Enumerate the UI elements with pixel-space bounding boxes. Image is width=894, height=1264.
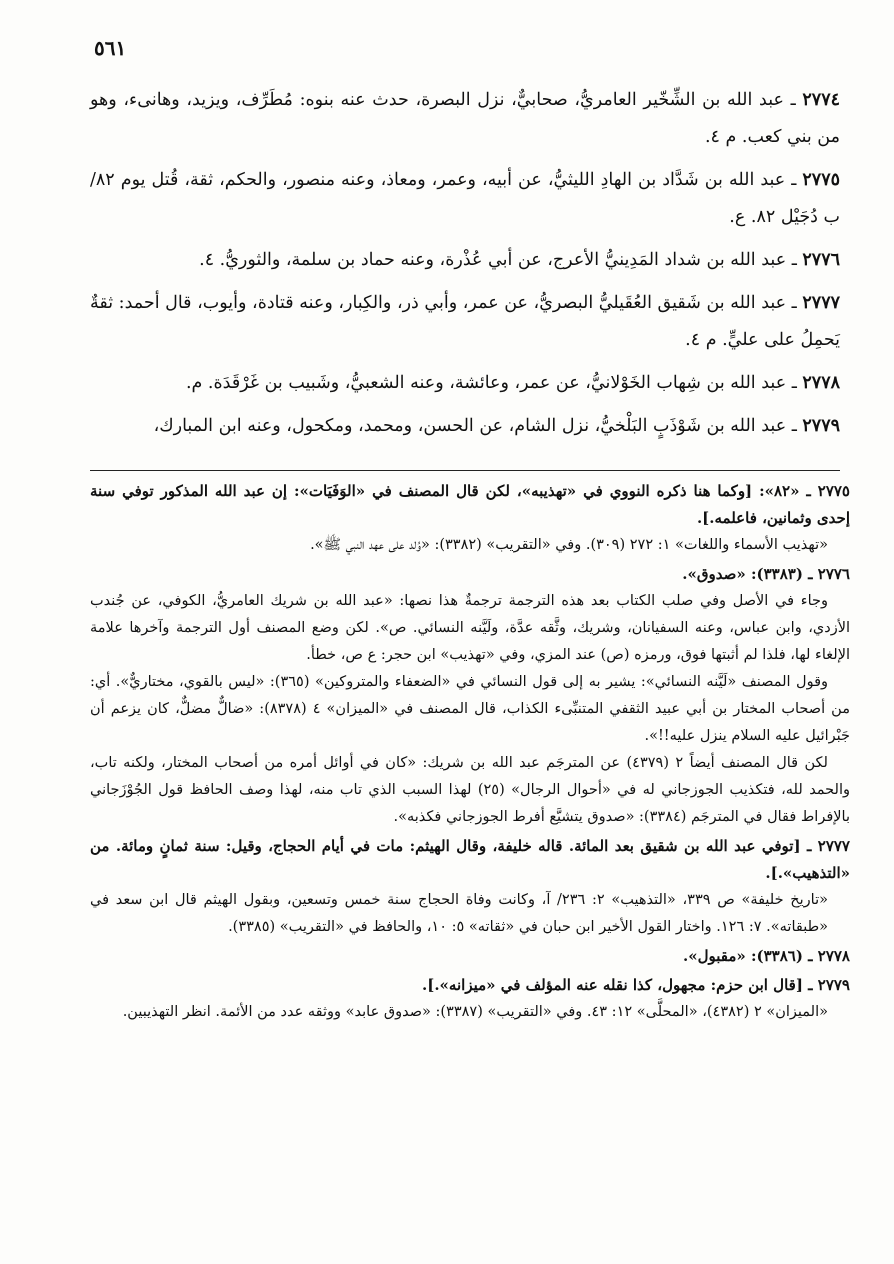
footnote-paragraph: «تاريخ خليفة» ص ٣٣٩، «التذهيب» ٢: ٢٣٦/ آ، وكانت وفاة الحجاج سنة خمس وتسعين، وبقول الهيثم قال ابن سعد في «طبقاته». ٧: ١٢٦. واختار القول الأخير ابن حبان في «ثقاته» ٥: ١٠، والحافظ في «التقريب» (٣٣٨٥). (90, 892, 828, 935)
footnote (90, 561, 850, 831)
entry-text: ـ عبد الله بن الشِّخّير العامريُّ، صحابيٌّ، نزل البصرة، حدث عنه بنوه: مُطَرِّف، ويزيد، وهانىء، وهو من بني كعب. م ٤. (90, 90, 840, 147)
footnote-number: ٢٧٧٥ (817, 482, 850, 500)
footnote (90, 972, 850, 1026)
entry (90, 285, 840, 359)
footnote-head-text: ـ [قال ابن حزم: مجهول، كذا نقله عنه المؤلف في «ميزانه».]. (422, 976, 818, 994)
footnotes (90, 478, 850, 1028)
footnote-head (90, 943, 850, 970)
entry-number: ٢٧٧٥ (802, 170, 840, 190)
footnote-number: ٢٧٧٦ (817, 565, 850, 583)
entry-number: ٢٧٧٨ (802, 373, 840, 393)
entry-number: ٢٧٧٤ (802, 90, 840, 110)
entry (90, 365, 840, 402)
footnote-divider (90, 470, 840, 471)
entry-text: ـ عبد الله بن شداد المَدِينيُّ الأعرج، عن أبي عُذْرة، وعنه حماد بن سلمة، والثوريُّ. ٤. (199, 250, 803, 270)
entry-number: ٢٧٧٦ (802, 250, 840, 270)
footnote (90, 478, 850, 559)
footnote-paragraph: «الميزان» ٢ (٤٣٨٢)، «المحلَّى» ١٢: ٤٣. وفي «التقريب» (٣٣٨٧): «صدوق عابد» ووثقه عدد من الأئمة. انظر التهذيبين. (122, 1004, 828, 1020)
page-number: ٥٦١ (94, 36, 127, 60)
footnote-head (90, 972, 850, 999)
footnote-head-text: ـ [توفي عبد الله بن شقيق بعد المائة. قاله خليفة، وقال الهيثم: مات في أيام الحجاج، وقيل: سنة ثمانٍ ومائة. من «التذهيب».]. (90, 837, 850, 882)
entry-text: ـ عبد الله بن شَوْذَبٍ البَلْخيُّ، نزل الشام، عن الحسن، ومحمد، ومكحول، وعنه ابن المبارك، (153, 416, 803, 436)
footnote-number: ٢٧٧٧ (817, 837, 850, 855)
footnote-head-text: ـ (٣٣٨٣): «صدوق». (682, 565, 818, 583)
footnote-number: ٢٧٧٩ (817, 976, 850, 994)
entry (90, 162, 840, 236)
footnote-head-text: ـ (٣٣٨٦): «مقبول». (682, 947, 818, 965)
entry (90, 242, 840, 279)
entry-number: ٢٧٧٩ (802, 416, 840, 436)
entry-text: ـ عبد الله بن شِهاب الخَوْلانيُّ، عن عمر، وعائشة، وعنه الشعبيُّ، وشَبيب بن غَرْقَدَة. م. (185, 373, 803, 393)
entry-text: ـ عبد الله بن شَدَّاد بن الهادِ الليثيُّ، عن أبيه، وعمر، ومعاذ، وعنه منصور، والحكم، ثقة، قُتل يوم ٨٢/ب دُجَيْل ٨٢. ع. (90, 170, 840, 227)
footnote-head (90, 833, 850, 887)
entry-text: ـ عبد الله بن شَقيق العُقَيليُّ البصريُّ، عن عمر، وأبي ذر، والكِبار، وعنه قتادة، وأيوب، قال أحمد: ثقةٌ يَحمِلُ على عليٍّ. م ٤. (90, 293, 840, 350)
footnote-head (90, 561, 850, 588)
footnote-number: ٢٧٧٨ (817, 947, 850, 965)
footnote-paragraph: وقول المصنف «لَيَّنه النسائي»: يشير به إلى قول النسائي في «الضعفاء والمتروكين» (٣٦٥): «ليس بالقوي، مختاريٌّ». أي: من أصحاب المختار بن أبي عبيد الثقفي المتنبِّىء الكذاب، قال المصنف في «الميزان» ٤ (٨٣٧٨): «ضالٌّ مضلٌّ، كان يزعم أن جَبْرائيل عليه السلام ينزل عليه!!». (90, 674, 850, 744)
footnote-head-text: ـ «٨٢»: [وكما هنا ذكره النووي في «تهذيبه»، لكن قال المصنف في «الوَفَيَات»: إن عبد الله المذكور توفي سنة إحدى وثمانين، فاعلمه.]. (90, 482, 850, 527)
footnote (90, 833, 850, 941)
entry (90, 408, 840, 445)
footnote (90, 943, 850, 970)
entry (90, 82, 840, 156)
main-text (90, 82, 840, 451)
footnote-paragraph: لكن قال المصنف أيضاً ٢ (٤٣٧٩) عن المترجَم عبد الله بن شريك: «كان في أوائل أمره من أصحاب المختار، ولكنه تاب، والحمد لله، فتكذيب الجوزجاني له في «أحوال الرجال» (٢٥) لهذا السبب الذي تاب منه، لهذا وصف الحافظ قول الجُوْزَجاني بالإفراط فقال في المترجَم (٣٣٨٤): «صدوق يتشيَّع أفرط الجوزجاني فكذبه». (90, 755, 850, 825)
footnote-paragraph: وجاء في الأصل وفي صلب الكتاب بعد هذه الترجمة ترجمةٌ هذا نصها: «عبد الله بن شريك العامريُّ، الكوفي، عن جُندب الأزدي، وابن عباس، وعنه السفيانان، وشريك، وثَّقه عدَّة، ولَيَّنه النسائي. ص». لكن وضع المصنف أول الترجمة وآخرها علامة الإلغاء لها، فلذا لم أثبتها فوق، ورمزه (ص) عند المزي، وفي «تهذيب» ابن حجر: ع ص، خطأ. (90, 593, 850, 663)
entry-number: ٢٧٧٧ (802, 293, 840, 313)
footnote-paragraph: «تهذيب الأسماء واللغات» ١: ٢٧٢ (٣٠٩). وفي «التقريب» (٣٣٨٢): «وُلد على عهد النبي ﷺ». (310, 537, 828, 553)
footnote-head (90, 478, 850, 532)
